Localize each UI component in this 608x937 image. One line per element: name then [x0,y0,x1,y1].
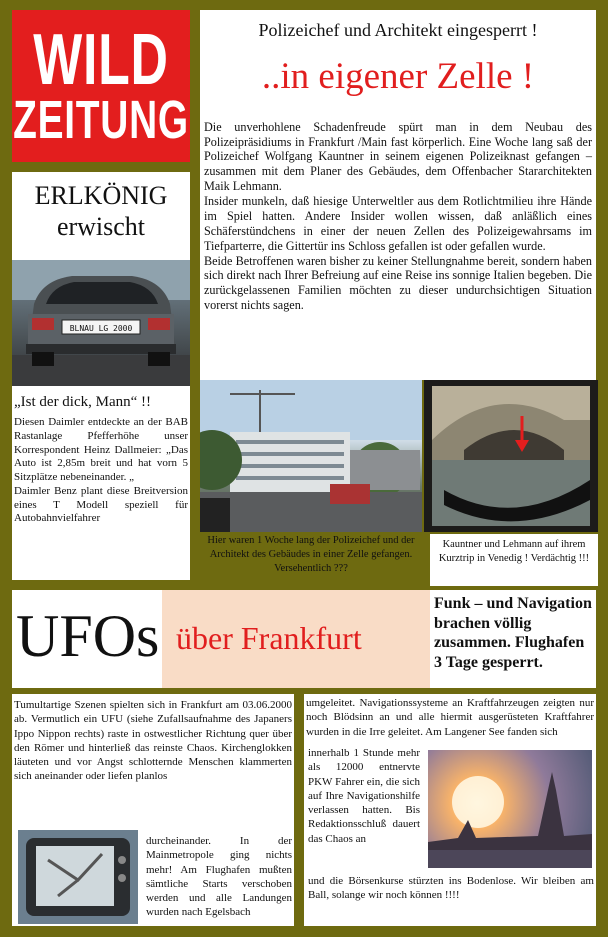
article-headline: ..in eigener Zelle ! [261,56,535,97]
car-photo [12,260,190,386]
venice-caption-box [430,534,598,586]
article-body: Die unverhohlene Schadenfreude spürt man in dem Neubau des Polizeipräsidiums in Frankfurt /Main fast körperlich. Eine Woche lang saß der Polizeichef Wolfgang Kauntner in seinem eigenen Polizeiknast gefangen – zusammen mit dem Planer des Gebäudes, dem Offenbacher Stararchitekten Maik Lehmann. Insider munkeln, daß hiesige Unterweltler aus dem Rotlichtmilieu ihre Hände im Spiel hatten. Andere Insider wollen wissen, daß anläßlich eines Schäferstündchens in einer der neuen Zellen des Polizeigewahrsams im Tiefparterre, die Gittertür ins Schloss gefallen ist oder gefallen wurde. Beide Betroffenen waren bisher zu keiner Stellungnahme bereit, sondern haben sich direkt nach Ihrer Befreiung auf eine Reise ins sonnige Italien begeben. Die zurückgelassenen Familien möchten zu dieser undurchsichtigen Situation vorerst nichts sagen. [204,119,592,313]
ufo-left-text: Tumultartige Szenen spielten sich in Frankfurt am 03.06.2000 ab. Vermutlich ein UFU (siehe Zufallsaufnahme des Japaners Ippo Nippon rechts) raste in ostwestlicher Richtung quer über den Römer und hinterließ das reinste Chaos. Kirchenglokken läuteten und vor Angst schlotternde Menschen klammerten sich aneinander oder liefen planlos [14,699,292,783]
erlkoenig-subtitle: erwischt [56,212,146,242]
venice-photo-caption: Kauntner und Lehmann auf ihrem Kurztrip in Venedig ! Verdächtig !!! [438,539,590,565]
erlkoenig-quote: „Ist der dick, Mann“ !! [14,394,152,410]
police-building-photo [200,380,422,532]
ufo-headline: UFOs [16,603,160,669]
ufo-headline-band [162,590,430,688]
logo-line-1: WILD [33,20,169,101]
ufo-header [12,590,596,688]
ufo-right-text: umgeleitet. Navigationssysteme an Kraftfahrzeugen zeigten nur noch Blödsinn an und alle hiermit ausgerüsteten Kraftfahrer wurden in die Irre geleitet. Am Langener See fanden sich [306,697,594,738]
ufo-left-text-continued: durcheinander. In der Mainmetropole ging nichts mehr! Am Flughafen mußten sämtliche Starts verschoben werden und alle Landungen wurden nach Egelsbach [146,835,292,919]
ufo-column-left [12,694,294,926]
police-photo-caption: Hier waren 1 Woche lang der Polizeichef und der Architekt des Gebäudes in einer Zelle gefangen. Versehentlich ??? [207,535,415,575]
ufo-teaser: Funk – und Navigation brachen völlig zusammen. Flughafen 3 Tage gesperrt. [434,595,592,672]
erlkoenig-body: Diesen Daimler entdeckte an der BAB Rastanlage Pfefferhöhe unser Korrespondent Heinz Dallmeier: „Das Auto ist 2,85m breit und hat vorn 5 Sitzplätze nebeneinander. „ Daimler Benz plant diese Breitversion eines T Modell speziell für Autobahnvielfahrer [14,416,188,525]
masthead-logo [12,10,190,162]
ufo-right-text-end: und die Börsenkurse stürzten ins Bodenlose. Wir bleiben am Ball, solange wir noch können !!!! [308,875,594,902]
erlkoenig-title: ERLKÖNIG [34,181,168,210]
logo-line-2: ZEITUNG [13,89,189,150]
gps-device-photo [18,830,138,924]
erlkoenig-article [12,172,190,580]
ufo-sighting-photo [428,750,592,868]
article-kicker: Polizeichef und Architekt eingesperrt ! [258,20,538,40]
license-plate: BLNAU LG 2000 [69,324,133,333]
ufo-right-text-middle: innerhalb 1 Stunde mehr als 12000 entnervte PKW Fahrer ein, die sich auf Ihre Navigationshilfe verlassen hatten. Bis Redaktionsschluß dauert das Chaos an [308,747,420,845]
main-article [200,10,596,380]
venice-gondola-photo [424,380,598,532]
ufo-column-right [304,694,596,926]
ufo-headline-sub: über Frankfurt [176,620,362,656]
